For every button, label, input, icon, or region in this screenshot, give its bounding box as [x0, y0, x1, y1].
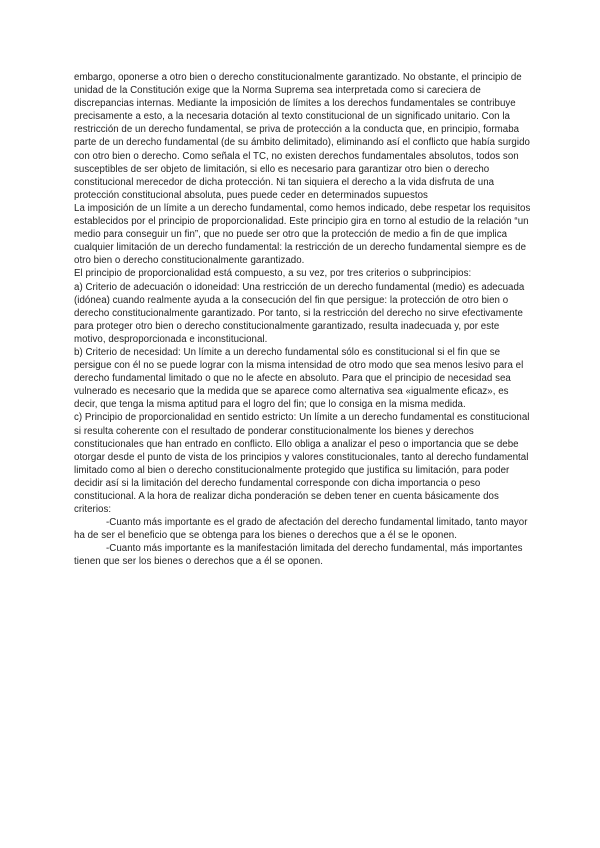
paragraph-criterion-two: -Cuanto más importante es la manifestación limitada del derecho fundamental, más importantes tienen que ser los bienes o derechos que a él se oponen.: [74, 543, 523, 568]
paragraph-criterion-adequacy: a) Criterio de adecuación o idoneidad: Una restricción de un derecho fundamental (medio) es adecuada (idónea) cuando realmente ayuda a la consecución del fin que persigue: la protección de otro bien o derecho constitucionalmente garantizado. Por tanto, si la restricción del derecho no sirve efectivamente para proteger otro bien o derecho constitucionalmente garantizado, resulta inadecuada y, por este motivo, desproporcionada e inconstitucional.: [74, 281, 525, 345]
paragraph-strict-proportionality: c) Principio de proporcionalidad en sentido estricto: Un límite a un derecho fundamental es constitucional si resulta coherente con el resultado de ponderar constitucionalmente los bienes y derechos constitucionales que han entrado en conflicto. Ello obliga a analizar el peso o importancia que se debe otorgar desde el punto de vista de los principios y valores constitucionales, tanto al derecho fundamental limitado como al bien o derecho constitucionalmente protegido que justifica su limitación, para poder decidir así si la limitación del derecho fundamental corresponde con dicha importancia o peso constitucional. A la hora de realizar dicha ponderación se deben tener en cuenta básicamente dos criterios:: [74, 412, 530, 516]
paragraph-subprinciples-intro: El principio de proporcionalidad está compuesto, a su vez, por tres criterios o subprincipios:: [74, 268, 472, 280]
paragraph-criterion-one: -Cuanto más importante es el grado de afectación del derecho fundamental limitado, tanto mayor ha de ser el beneficio que se obtenga para los bienes o derechos que a él se le oponen.: [74, 517, 528, 542]
document-page: [74, 71, 532, 569]
paragraph-limits-intro: embargo, oponerse a otro bien o derecho constitucionalmente garantizado. No obstante, el principio de unidad de la Constitución exige que la Norma Suprema sea interpretada como si careciera de discrepancias internas. Mediante la imposición de límites a los derechos fundamentales se contribuye precisamente a esto, a la necesaria dotación al texto constitucional de un significado unitario. Con la restricción de un derecho fundamental, se priva de protección a la conducta que, en principio, formaba parte de un derecho fundamental (de su ámbito delimitado), eliminando así el conflicto que había surgido con otro bien o derecho. Como señala el TC, no existen derechos fundamentales absolutos, todos son susceptibles de ser objeto de limitación, si ello es necesario para garantizar otro bien o derecho constitucional merecedor de dicha protección. Ni tan siquiera el derecho a la vida disfruta de una protección constitucional absoluta, pues puede ceder en determinados supuestos: [74, 72, 530, 201]
paragraph-proportionality: La imposición de un límite a un derecho fundamental, como hemos indicado, debe respetar los requisitos establecidos por el principio de proporcionalidad. Este principio gira en torno al estudio de la relación “un medio para conseguir un fin”, que no puede ser otro que la protección de medio a fin de que implica cualquier limitación de un derecho fundamental: la restricción de un derecho fundamental siempre es de otro bien o derecho constitucionalmente garantizado.: [74, 202, 531, 267]
paragraph-criterion-necessity: b) Criterio de necesidad: Un límite a un derecho fundamental sólo es constitucional si el fin que se persigue con él no se puede lograr con la misma intensidad de otro modo que sea menos lesivo para el derecho fundamental limitado o que no le afecte en absoluto. Para que el principio de necesidad sea vulnerado es necesario que la medida que se aparece como alternativa sea «igualmente eficaz», es decir, que tenga la misma aptitud para el logro del fin; que lo consiga en la misma medida.: [74, 346, 524, 411]
